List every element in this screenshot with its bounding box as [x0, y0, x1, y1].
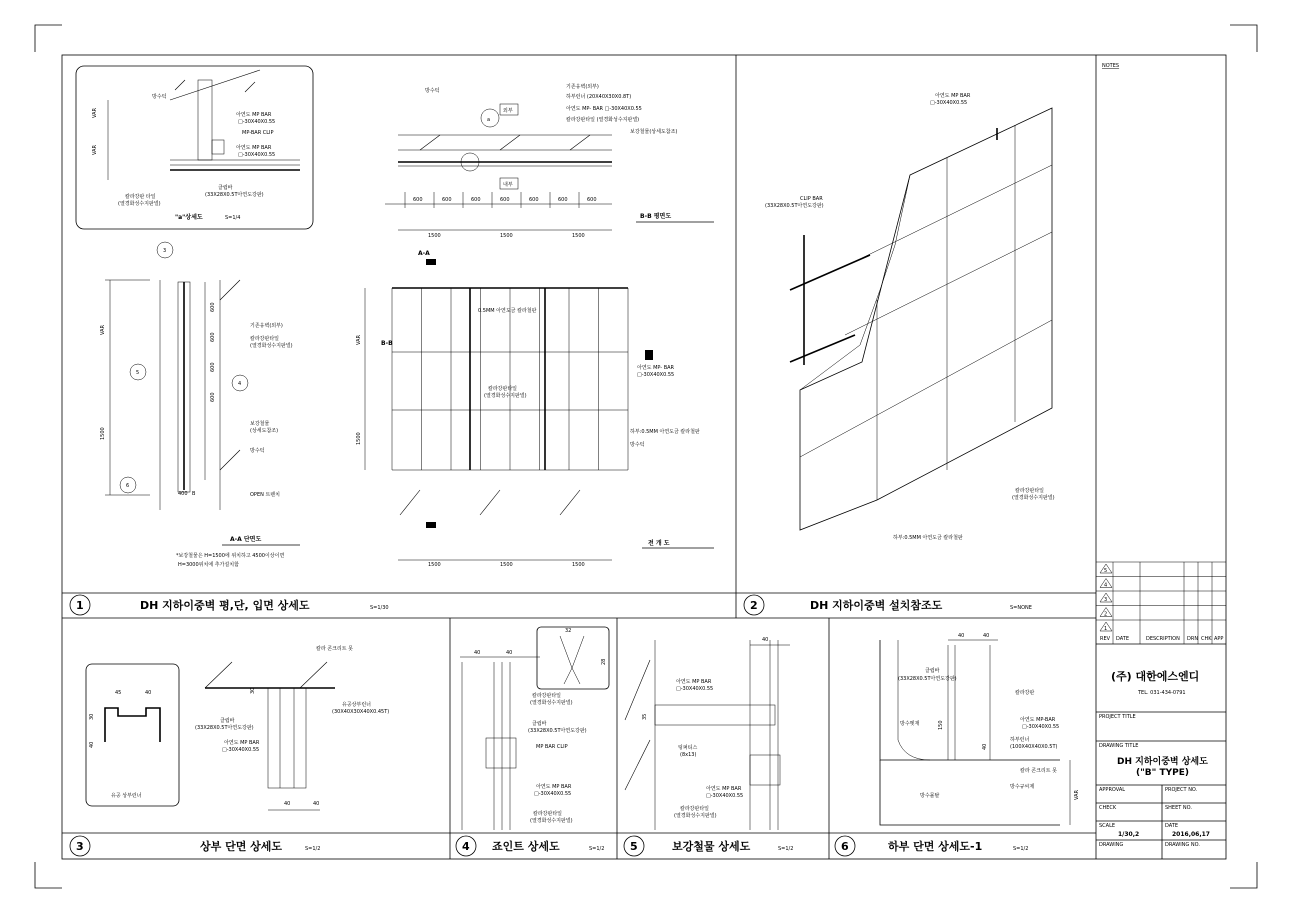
panel-6-scale: S=1/2: [1013, 846, 1029, 852]
iso-label: □-30X40X0.55: [930, 100, 968, 106]
d4-label: 칼라강판타일: [533, 811, 562, 817]
aa-label: 방수턱: [250, 448, 265, 454]
company-name: (주) 대한에스엔디: [1111, 670, 1200, 683]
panel-3-title: 상부 단면 상세도: [200, 840, 283, 853]
bb-label-outer: 외부: [503, 108, 513, 114]
detail-4: [460, 627, 609, 830]
aa-note: *보강철물은 H=1500에 위치하고 4500이상이면: [176, 553, 285, 559]
bb-label: 아연도 MP- BAR □-30X40X0.55: [566, 106, 642, 112]
rev-header: DATE: [1116, 636, 1130, 642]
bb-label: 하부런너 (20X40X30X0.8T): [566, 94, 632, 100]
field-sheet-no: SHEET NO.: [1165, 805, 1192, 811]
detail-a-label: □-30X40X0.55: [238, 152, 276, 158]
rev-number: 3: [1104, 597, 1108, 603]
field-drawing-no: DRAWING NO.: [1165, 842, 1200, 848]
bb-plan-title: B-B 평면도: [640, 213, 672, 220]
d3-label: 아연도 MP BAR: [224, 740, 260, 746]
elev-label: (열경화성수지판넬): [484, 393, 527, 399]
rev-header: REV: [1100, 636, 1111, 642]
bb-dim: 600: [529, 197, 539, 203]
bb-plan: [385, 83, 714, 239]
rev-number: 1: [1104, 626, 1108, 632]
aa-label: (상세도참조): [250, 428, 279, 434]
bb-dim: 600: [500, 197, 510, 203]
aa-section: [100, 242, 300, 568]
panel-5-scale: S=1/2: [778, 846, 794, 852]
d4-dim: 28: [601, 658, 607, 665]
bb-dim: 600: [558, 197, 568, 203]
drawing-title-label: DRAWING TITLE: [1099, 743, 1139, 749]
d3-label: 칼라 콘크리트 못: [316, 646, 353, 652]
d3-dim: 40: [284, 801, 291, 807]
rev-header: APP: [1214, 636, 1224, 642]
detail-a-label: (열경화성수지판넬): [118, 201, 161, 207]
elev-label: 0.5MM 아연도금 칼라철판: [478, 308, 537, 314]
d4-label: □-30X40X0.55: [534, 791, 572, 797]
rev-number: 5: [1104, 568, 1108, 574]
d6-dim: VAR: [1074, 790, 1080, 800]
d3-label: 클립바: [220, 718, 235, 724]
field-project-no: PROJECT NO.: [1165, 787, 1198, 793]
field-scale: 1/30,2: [1118, 831, 1140, 838]
elev-label: □-30X40X0.55: [637, 372, 675, 378]
bb-dim: 600: [442, 197, 452, 203]
aa-label: OPEN 트렌치: [250, 492, 280, 498]
detail-a-label: 방수턱: [152, 94, 167, 100]
aa-dim: 1500: [100, 427, 106, 440]
aa-callout: 3: [163, 248, 167, 254]
detail-5: [625, 637, 790, 830]
d5-label: 아연도 MP BAR: [706, 786, 742, 792]
d3-dim: 30: [250, 687, 256, 694]
bb-dim: 600: [413, 197, 423, 203]
field-scale-label: SCALE: [1099, 823, 1116, 829]
d4-label: MP BAR CLIP: [536, 744, 568, 750]
d4-dim: 40: [474, 650, 481, 656]
field-drawing: DRAWING: [1099, 842, 1124, 848]
drawing-title: DH 지하이중벽 상세도: [1117, 757, 1208, 767]
d5-label: 팅퍼티스: [678, 745, 698, 751]
panel-4-scale: S=1/2: [589, 846, 605, 852]
d3-label: (33X28X0.5T아연도강판): [195, 725, 254, 731]
aa-callout: 4: [238, 381, 242, 387]
elev-dim: 1500: [428, 562, 441, 568]
sheet-border: [62, 55, 1226, 859]
isometric-view: [765, 92, 1055, 541]
iso-label: 하부:0.5MM 아연도금 칼라철판: [893, 535, 963, 541]
detail-a: [76, 66, 313, 229]
detail-a-label: 아연도 MP BAR: [236, 112, 272, 118]
bb-label: 보강철물(상세도참조): [630, 129, 678, 135]
aa-label: 칼라강판타일: [250, 336, 279, 342]
detail-a-label: 클립바: [218, 185, 233, 191]
panel-2-title: DH 지하이중벽 설치참조도: [810, 599, 943, 612]
detail-a-scale: S=1/4: [225, 215, 241, 221]
d3-label: (30X40X30X40X0.45T): [332, 709, 390, 715]
crop-marks: [35, 25, 1257, 888]
aa-label: 보강철물: [250, 421, 270, 427]
d5-dim: 40: [762, 637, 769, 643]
d6-label: 클립바: [925, 668, 940, 674]
company-tel: TEL. 031-434-0791: [1138, 690, 1186, 696]
iso-label: 아연도 MP BAR: [935, 93, 971, 99]
panel-6-number: 6: [841, 840, 849, 853]
d3-dim: 40: [145, 690, 152, 696]
elevation: [356, 250, 714, 568]
elev-dim: 1500: [356, 432, 362, 445]
aa-dim: 600: [210, 362, 216, 372]
d6-label: 칼라강판: [1015, 690, 1035, 696]
d6-dim: 40: [982, 743, 988, 750]
panel-3-scale: S=1/2: [305, 846, 321, 852]
title-block: [1096, 63, 1226, 859]
field-date: 2016,06,17: [1172, 831, 1210, 838]
rev-header: CHK: [1201, 636, 1212, 642]
panel-1-title: DH 지하이중벽 평,단, 입면 상세도: [140, 599, 310, 612]
field-check: CHECK: [1099, 805, 1117, 811]
d6-label: 방수규씨제: [1010, 784, 1035, 790]
d6-label: 칼라 콘크리트 못: [1020, 768, 1057, 774]
aa-dim: B: [192, 491, 196, 497]
elev-label: 아연도 MP- BAR: [637, 365, 675, 371]
project-title-label: PROJECT TITLE: [1099, 714, 1136, 720]
elev-label: 방수턱: [630, 442, 645, 448]
aa-dim: 600: [210, 392, 216, 402]
aa-label: (열경화성수지판넬): [250, 343, 293, 349]
d4-label: 칼라강판타일: [532, 693, 561, 699]
iso-label: CLIP BAR: [800, 196, 823, 202]
aa-note: H=3000위치에 추가설치함: [178, 562, 239, 568]
bb-dim: 600: [587, 197, 597, 203]
bb-label: 칼라강판타일 (열경화성수지판넬): [566, 117, 640, 123]
d5-label: 칼라강판타일: [680, 806, 709, 812]
d6-label: (100X40X40X0.5T): [1010, 744, 1058, 750]
bb-label: 방수턱: [425, 88, 440, 94]
bb-label-inner: 내부: [503, 182, 513, 188]
notes-label: NOTES: [1102, 63, 1120, 69]
d5-label: □-30X40X0.55: [706, 793, 744, 799]
panel-5-title: 보강철물 상세도: [672, 840, 751, 853]
d6-dim: 40: [958, 633, 965, 639]
field-approval: APPROVAL: [1099, 787, 1126, 793]
d4-label: (열경화성수지판넬): [530, 700, 573, 706]
rev-number: 4: [1104, 582, 1108, 589]
d5-label: (8x13): [680, 752, 697, 758]
detail-6: [880, 633, 1080, 825]
iso-label: (열경화성수지판넬): [1012, 495, 1055, 501]
rev-header: DRN: [1187, 636, 1199, 642]
d6-dim: 150: [938, 720, 944, 730]
elevation-title: 전 개 도: [648, 540, 670, 547]
d5-label: 아연도 MP BAR: [676, 679, 712, 685]
aa-dim: 600: [210, 302, 216, 312]
d4-label: 아연도 MP BAR: [536, 784, 572, 790]
d4-dim: 32: [565, 628, 572, 634]
bb-label-a: a: [487, 117, 491, 123]
detail-a-label: 칼라강판 타일: [125, 194, 156, 200]
detail-3: [86, 645, 389, 810]
detail-a-label: (33X28X0.5T아연도강판): [205, 192, 264, 198]
iso-label: 칼라강판타일: [1015, 488, 1044, 494]
bb-dim: 1500: [572, 233, 585, 239]
field-date-label: DATE: [1165, 823, 1179, 829]
panel-6-title: 하부 단면 상세도-1: [888, 840, 983, 853]
panel-1-number: 1: [76, 599, 84, 612]
aa-callout: 6: [126, 483, 130, 489]
bb-label: 기존옹벽(외부): [566, 84, 599, 90]
d6-label: 하부런너: [1010, 737, 1030, 743]
elev-dim: 1500: [500, 562, 513, 568]
d4-label: (열경화성수지판넬): [530, 818, 573, 824]
bb-dim: 1500: [500, 233, 513, 239]
detail-a-dim-1: VAR: [92, 108, 98, 118]
d5-label: (열경화성수지판넬): [674, 813, 717, 819]
aa-section-title: A-A 단면도: [230, 536, 262, 543]
elev-dim: 1500: [572, 562, 585, 568]
d4-dim: 40: [506, 650, 513, 656]
detail-a-title: "a"상세도: [175, 214, 203, 221]
elev-label: 하부:0.5MM 아연도금 칼라철판: [630, 429, 700, 435]
panel-3-number: 3: [76, 840, 84, 853]
panel-1-scale: S=1/30: [370, 605, 389, 611]
d3-dim: 40: [313, 801, 320, 807]
bb-dim: 1500: [428, 233, 441, 239]
aa-label: 기존옹벽(외부): [250, 323, 283, 329]
d5-label: □-30X40X0.55: [676, 686, 714, 692]
detail-a-dim-2: VAR: [92, 145, 98, 155]
d3-label: 유공 상부런너: [111, 793, 142, 799]
d3-label: 유공상부런너: [342, 702, 371, 708]
d3-dim: 30: [89, 713, 95, 720]
d4-label: 클립바: [532, 721, 547, 727]
iso-label: (33X28X0.5T아연도강판): [765, 203, 824, 209]
d6-label: 방수몰탈: [920, 793, 940, 799]
detail-a-label: □-30X40X0.55: [238, 119, 276, 125]
panel-2-scale: S=NONE: [1010, 605, 1032, 611]
detail-a-label: MP-BAR CLIP: [242, 130, 274, 136]
aa-callout: 5: [136, 370, 140, 376]
panel-4-title: 죠인트 상세도: [492, 840, 560, 853]
section-mark-bb: B-B: [381, 340, 393, 347]
drawing-title-2: ("B" TYPE): [1136, 768, 1189, 778]
elev-label: 칼라강판타일: [488, 386, 517, 392]
d6-label: □-30X40X0.55: [1022, 724, 1060, 730]
bb-dim: 600: [471, 197, 481, 203]
d4-label: (33X28X0.5T아연도강판): [528, 728, 587, 734]
panel-5-number: 5: [630, 840, 638, 853]
d6-label: (33X28X0.5T아연도강판): [898, 676, 957, 682]
aa-dim: VAR: [100, 325, 106, 335]
panel-2-number: 2: [750, 599, 758, 612]
rev-header: DESCRIPTION: [1146, 636, 1180, 642]
panel-4-number: 4: [462, 840, 470, 853]
d6-label: 방수멧재: [900, 721, 920, 727]
d3-dim: 40: [89, 741, 95, 748]
d3-dim: 45: [115, 690, 122, 696]
d6-label: 아연도 MP-BAR: [1020, 717, 1056, 723]
d6-dim: 40: [983, 633, 990, 639]
detail-a-label: 아연도 MP BAR: [236, 145, 272, 151]
elev-dim: VAR: [356, 335, 362, 345]
aa-dim: 600: [210, 332, 216, 342]
d3-label: □-30X40X0.55: [222, 747, 260, 753]
rev-number: 2: [1104, 611, 1108, 618]
d5-dim: 35: [642, 713, 648, 720]
aa-dim: 400: [178, 491, 188, 497]
section-mark-aa: A-A: [418, 250, 430, 257]
